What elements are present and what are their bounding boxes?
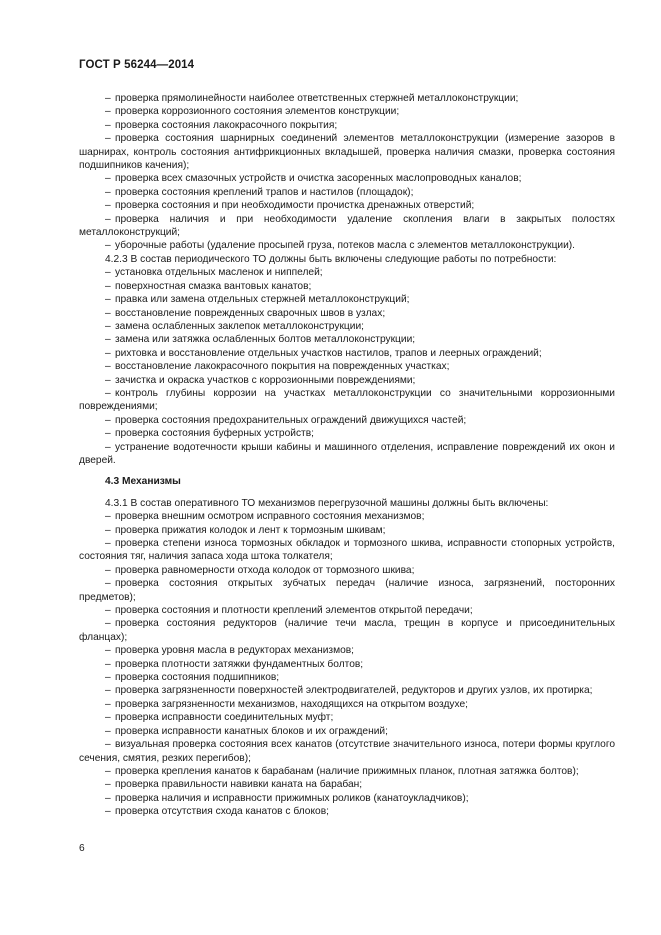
list-item [79,577,615,604]
list-dash: – [105,672,111,684]
section-heading-4-3: 4.3 Механизмы [105,476,181,488]
list-dash: – [105,119,111,131]
list-item [79,280,615,293]
list-item [79,524,615,537]
list-item-text: рихтовка и восстановление отдельных участков настилов, трапов и леерных ограждений; [115,347,542,359]
list-dash: – [105,538,111,549]
list-item [79,213,615,240]
list-item [79,698,615,711]
list-block-1 [79,92,615,253]
list-dash: – [105,374,111,386]
list-item-text: зачистка и окраска участков с коррозионными повреждениями; [115,374,416,386]
list-item [79,172,615,185]
list-item-text: проверка состояния редукторов (наличие течи масла, трещин в корпусе и присоединительных фланцах); [79,618,615,643]
list-dash: – [105,605,111,617]
list-dash: – [105,213,111,225]
list-item [79,239,615,252]
list-item [79,617,615,644]
list-item [79,441,615,468]
list-item [79,765,615,778]
list-item [79,186,615,199]
list-dash: – [105,361,111,373]
list-item-text: проверка состояния и плотности креплений элементов открытой передачи; [115,605,473,617]
list-item-text: проверка загрязненности механизмов, находящихся на открытом воздухе; [115,698,468,710]
list-item [79,347,615,360]
list-item [79,725,615,738]
list-item-text: проверка состояния лакокрасочного покрытия; [115,119,338,131]
list-item-text: проверка состояния буферных устройств; [115,428,314,440]
list-item [79,671,615,684]
list-item [79,132,615,172]
list-item-text: замена или затяжка ослабленных болтов металлоконструкции; [115,334,416,346]
list-item-text: проверка отсутствия схода канатов с блоков; [115,806,329,818]
list-item [79,333,615,346]
list-dash: – [105,106,111,118]
list-block-3 [79,510,615,818]
document-body [79,92,615,819]
paragraph-4-2-3: 4.2.3 В состав периодического ТО должны быть включены следующие работы по потребности: [105,253,557,265]
list-item [79,320,615,333]
list-item-text: проверка плотности затяжки фундаментных болтов; [115,658,364,670]
list-item-text: проверка состояния предохранительных ограждений движущихся частей; [115,414,467,426]
list-item-text: проверка прижатия колодок и лент к тормозным шкивам; [115,524,386,536]
list-item-text: замена ослабленных заклепок металлоконструкции; [115,320,364,332]
list-item [79,658,615,671]
list-item-text: правка или замена отдельных стержней металлоконструкций; [115,294,410,306]
list-item [79,537,615,564]
list-item [79,427,615,440]
list-item-text: проверка степени износа тормозных обкладок и тормозного шкива, исправности стопорных устройств, состояния тяг, наличия запаса хода штока толкателя; [79,538,615,563]
list-item-text: визуальная проверка состояния всех канатов (отсутствие значительного износа, потери формы круглого сечения, смятия, резких перегибов); [79,739,615,764]
list-block-2 [79,266,615,467]
list-item [79,360,615,373]
list-dash: – [105,320,111,332]
paragraph-4-3-1: 4.3.1 В состав оперативного ТО механизмов перегрузочной машины должны быть включены: [105,497,549,509]
list-item [79,307,615,320]
list-item-text: проверка внешним осмотром исправного состояния механизмов; [115,511,425,523]
list-item-text: проверка исправности соединительных муфт; [115,712,334,724]
list-dash: – [105,658,111,670]
list-item-text: проверка состояния и при необходимости прочистка дренажных отверстий; [115,200,475,212]
list-item-text: контроль глубины коррозии на участках металлоконструкции со значительными коррозионными повреждениями; [79,387,615,413]
list-dash: – [105,334,111,346]
list-item-text: проверка крепления канатов к барабанам (наличие прижимных планок, плотная затяжка болтов); [115,765,579,777]
list-dash: – [105,347,111,359]
list-item [79,510,615,523]
list-item-text: проверка наличия и исправности прижимных роликов (канатоукладчиков); [115,792,469,804]
list-item-text: проверка коррозионного состояния элементов конструкции; [115,106,400,118]
list-dash: – [105,698,111,710]
list-item [79,374,615,387]
list-item-text: проверка исправности канатных блоков и их ограждений; [115,725,388,737]
list-dash: – [105,428,111,440]
list-dash: – [105,200,111,212]
list-item [79,105,615,118]
list-item [79,199,615,212]
list-item-text: проверка равномерности отхода колодок от тормозного шкива; [115,564,415,576]
list-dash: – [105,725,111,737]
list-item [79,778,615,791]
list-item-text: проверка состояния открытых зубчатых передач (наличие износа, загрязнений, посторонних предметов); [79,578,615,603]
list-item [79,684,615,697]
list-dash: – [105,294,111,306]
list-dash: – [105,779,111,791]
document-header: ГОСТ Р 56244—2014 [79,59,195,71]
page-number: 6 [79,843,85,854]
list-item [79,564,615,577]
list-item-text: проверка правильности навивки каната на барабан; [115,779,363,791]
list-item-text: проверка загрязненности поверхностей электродвигателей, редукторов и других узлов, их протирка; [115,685,593,697]
list-item-text: поверхностная смазка вантовых канатов; [115,280,312,292]
list-item [79,792,615,805]
list-item-text: проверка состояния подшипников; [115,672,280,684]
list-item-text: восстановление лакокрасочного покрытия на поврежденных участках; [115,361,450,373]
list-dash: – [105,712,111,724]
list-dash: – [105,240,111,252]
list-dash: – [105,387,111,399]
list-item-text: устранение водотечности крыши кабины и машинного отделения, исправление повреждений их окон и дверей. [79,441,615,466]
list-item [79,266,615,279]
list-item-text: проверка прямолинейности наиболее ответственных стержней металлоконструкции; [115,93,519,104]
list-dash: – [105,511,111,523]
list-item-text: проверка всех смазочных устройств и очистка засоренных маслопроводных каналов; [115,173,522,185]
list-dash: – [105,307,111,319]
list-dash: – [105,280,111,292]
list-dash: – [105,133,111,145]
list-item-text: уборочные работы (удаление просыпей груза, потеков масла с элементов металлоконструкции). [115,240,576,252]
list-dash: – [105,173,111,185]
list-dash: – [105,578,111,590]
list-dash: – [105,645,111,657]
list-dash: – [105,441,111,453]
list-item-text: проверка состояния креплений трапов и настилов (площадок); [115,186,414,198]
list-dash: – [105,93,111,104]
list-item-text: проверка состояния шарнирных соединений элементов металлоконструкции (измерение зазоров в шарнирах, контроль состояния антифрикционных вкладышей, проверка наличия смазки, проверка состояния подшипников качения); [79,133,615,172]
list-item [79,644,615,657]
list-dash: – [105,765,111,777]
list-dash: – [105,685,111,697]
list-item [79,805,615,818]
list-item [79,414,615,427]
list-dash: – [105,618,111,630]
list-item-text: проверка уровня масла в редукторах механизмов; [115,645,354,657]
list-item-text: установка отдельных масленок и ниппелей; [115,267,323,279]
list-dash: – [105,564,111,576]
list-dash: – [105,806,111,818]
list-item [79,387,615,414]
list-item [79,119,615,132]
list-dash: – [105,524,111,536]
list-item [79,92,615,105]
list-item [79,604,615,617]
list-dash: – [105,792,111,804]
list-item-text: проверка наличия и при необходимости удаление скопления влаги в закрытых полостях металлоконструкций; [79,213,615,239]
list-item-text: восстановление поврежденных сварочных швов в узлах; [115,307,386,319]
list-dash: – [105,414,111,426]
list-item [79,738,615,765]
list-dash: – [105,267,111,279]
list-dash: – [105,739,111,751]
list-item [79,293,615,306]
list-item [79,711,615,724]
list-dash: – [105,186,111,198]
